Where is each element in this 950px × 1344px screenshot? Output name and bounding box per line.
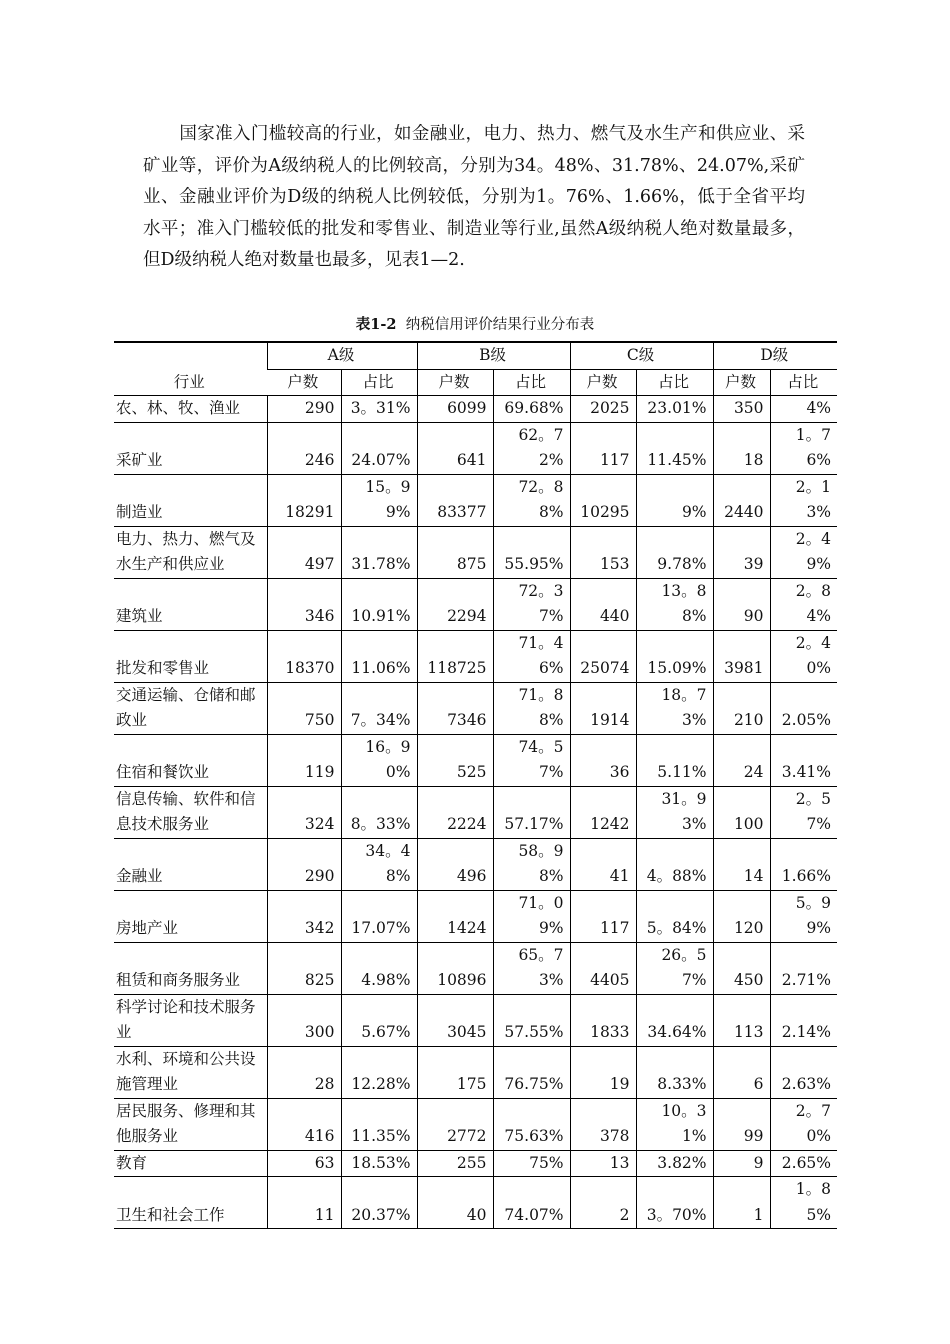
c-ratio-cell: 13。88% xyxy=(636,578,713,630)
a-count-cell: 346 xyxy=(267,578,341,630)
c-count-cell: 117 xyxy=(570,422,636,474)
a-ratio-cell: 4.98% xyxy=(341,942,417,994)
header-grade-c: C级 xyxy=(570,342,713,369)
c-count-cell: 13 xyxy=(570,1150,636,1177)
c-ratio-cell: 5。84% xyxy=(636,890,713,942)
header-grade-d: D级 xyxy=(713,342,837,369)
a-ratio-cell: 17.07% xyxy=(341,890,417,942)
d-ratio-cell: 1。85% xyxy=(770,1177,837,1229)
c-ratio-cell: 3.82% xyxy=(636,1150,713,1177)
c-count-cell: 25074 xyxy=(570,630,636,682)
d-count-cell: 113 xyxy=(713,994,770,1046)
header-industry: 行业 xyxy=(114,342,267,396)
table-row xyxy=(114,942,837,994)
table-body xyxy=(114,396,837,1229)
table-row xyxy=(114,890,837,942)
c-count-cell: 19 xyxy=(570,1046,636,1098)
a-ratio-cell: 20.37% xyxy=(341,1177,417,1229)
d-ratio-cell: 2。70% xyxy=(770,1098,837,1150)
body-paragraph xyxy=(143,119,805,277)
d-count-cell: 9 xyxy=(713,1150,770,1177)
c-count-cell: 117 xyxy=(570,890,636,942)
header-count: 户数 xyxy=(713,369,770,396)
d-ratio-cell: 5。99% xyxy=(770,890,837,942)
b-ratio-cell: 74.07% xyxy=(493,1177,570,1229)
c-ratio-cell: 8.33% xyxy=(636,1046,713,1098)
b-count-cell: 7346 xyxy=(417,682,493,734)
industry-cell: 采矿业 xyxy=(114,422,267,474)
b-ratio-cell: 71。46% xyxy=(493,630,570,682)
c-ratio-cell: 9.78% xyxy=(636,526,713,578)
a-ratio-cell: 11.06% xyxy=(341,630,417,682)
b-count-cell: 3045 xyxy=(417,994,493,1046)
a-count-cell: 750 xyxy=(267,682,341,734)
d-ratio-cell: 2.63% xyxy=(770,1046,837,1098)
d-count-cell: 210 xyxy=(713,682,770,734)
c-ratio-cell: 34.64% xyxy=(636,994,713,1046)
d-count-cell: 99 xyxy=(713,1098,770,1150)
c-count-cell: 1914 xyxy=(570,682,636,734)
table-row xyxy=(114,422,837,474)
a-count-cell: 28 xyxy=(267,1046,341,1098)
c-count-cell: 378 xyxy=(570,1098,636,1150)
c-ratio-cell: 10。31% xyxy=(636,1098,713,1150)
d-ratio-cell: 2.14% xyxy=(770,994,837,1046)
b-ratio-cell: 75.63% xyxy=(493,1098,570,1150)
d-count-cell: 350 xyxy=(713,396,770,423)
header-ratio: 占比 xyxy=(770,369,837,396)
table-row xyxy=(114,1046,837,1098)
c-count-cell: 1242 xyxy=(570,786,636,838)
a-count-cell: 18291 xyxy=(267,474,341,526)
b-ratio-cell: 72。37% xyxy=(493,578,570,630)
b-ratio-cell: 65。73% xyxy=(493,942,570,994)
b-count-cell: 255 xyxy=(417,1150,493,1177)
c-ratio-cell: 9% xyxy=(636,474,713,526)
d-ratio-cell: 2.05% xyxy=(770,682,837,734)
industry-cell: 科学讨论和技术服务业 xyxy=(114,994,267,1046)
header-ratio: 占比 xyxy=(493,369,570,396)
a-count-cell: 18370 xyxy=(267,630,341,682)
c-ratio-cell: 4。88% xyxy=(636,838,713,890)
b-count-cell: 6099 xyxy=(417,396,493,423)
header-ratio: 占比 xyxy=(341,369,417,396)
b-ratio-cell: 71。88% xyxy=(493,682,570,734)
a-count-cell: 290 xyxy=(267,838,341,890)
header-count: 户数 xyxy=(570,369,636,396)
b-ratio-cell: 55.95% xyxy=(493,526,570,578)
d-count-cell: 6 xyxy=(713,1046,770,1098)
b-count-cell: 641 xyxy=(417,422,493,474)
caption-title: 纳税信用评价结果行业分布表 xyxy=(405,317,595,333)
table-row xyxy=(114,1150,837,1177)
header-grade-b: B级 xyxy=(417,342,570,369)
b-ratio-cell: 62。72% xyxy=(493,422,570,474)
b-count-cell: 496 xyxy=(417,838,493,890)
d-count-cell: 3981 xyxy=(713,630,770,682)
industry-cell: 房地产业 xyxy=(114,890,267,942)
a-ratio-cell: 3。31% xyxy=(341,396,417,423)
table-row xyxy=(114,734,837,786)
b-count-cell: 525 xyxy=(417,734,493,786)
header-ratio: 占比 xyxy=(636,369,713,396)
b-ratio-cell: 74。57% xyxy=(493,734,570,786)
b-count-cell: 83377 xyxy=(417,474,493,526)
d-count-cell: 24 xyxy=(713,734,770,786)
a-ratio-cell: 11.35% xyxy=(341,1098,417,1150)
b-count-cell: 2772 xyxy=(417,1098,493,1150)
d-count-cell: 120 xyxy=(713,890,770,942)
b-count-cell: 175 xyxy=(417,1046,493,1098)
table-row xyxy=(114,396,837,423)
b-ratio-cell: 57.55% xyxy=(493,994,570,1046)
a-ratio-cell: 18.53% xyxy=(341,1150,417,1177)
a-ratio-cell: 12.28% xyxy=(341,1046,417,1098)
industry-cell: 交通运输、仓储和邮政业 xyxy=(114,682,267,734)
b-ratio-cell: 75% xyxy=(493,1150,570,1177)
b-ratio-cell: 57.17% xyxy=(493,786,570,838)
industry-cell: 教育 xyxy=(114,1150,267,1177)
industry-cell: 水利、环境和公共设施管理业 xyxy=(114,1046,267,1098)
industry-cell: 批发和零售业 xyxy=(114,630,267,682)
d-count-cell: 39 xyxy=(713,526,770,578)
a-ratio-cell: 8。33% xyxy=(341,786,417,838)
a-count-cell: 300 xyxy=(267,994,341,1046)
table-row xyxy=(114,838,837,890)
b-count-cell: 2224 xyxy=(417,786,493,838)
a-count-cell: 497 xyxy=(267,526,341,578)
d-ratio-cell: 4% xyxy=(770,396,837,423)
industry-cell: 电力、热力、燃气及水生产和供应业 xyxy=(114,526,267,578)
d-ratio-cell: 1.66% xyxy=(770,838,837,890)
industry-cell: 建筑业 xyxy=(114,578,267,630)
d-count-cell: 90 xyxy=(713,578,770,630)
c-ratio-cell: 3。70% xyxy=(636,1177,713,1229)
c-count-cell: 36 xyxy=(570,734,636,786)
table-row xyxy=(114,526,837,578)
a-ratio-cell: 15。99% xyxy=(341,474,417,526)
table-row xyxy=(114,786,837,838)
a-count-cell: 246 xyxy=(267,422,341,474)
d-ratio-cell: 2.65% xyxy=(770,1150,837,1177)
c-ratio-cell: 11.45% xyxy=(636,422,713,474)
b-count-cell: 40 xyxy=(417,1177,493,1229)
b-ratio-cell: 58。98% xyxy=(493,838,570,890)
a-count-cell: 119 xyxy=(267,734,341,786)
a-count-cell: 290 xyxy=(267,396,341,423)
industry-cell: 居民服务、修理和其他服务业 xyxy=(114,1098,267,1150)
table-row xyxy=(114,474,837,526)
b-count-cell: 2294 xyxy=(417,578,493,630)
a-count-cell: 825 xyxy=(267,942,341,994)
c-ratio-cell: 26。57% xyxy=(636,942,713,994)
c-count-cell: 4405 xyxy=(570,942,636,994)
a-ratio-cell: 5.67% xyxy=(341,994,417,1046)
industry-cell: 租赁和商务服务业 xyxy=(114,942,267,994)
b-count-cell: 1424 xyxy=(417,890,493,942)
c-ratio-cell: 18。73% xyxy=(636,682,713,734)
c-count-cell: 41 xyxy=(570,838,636,890)
header-count: 户数 xyxy=(267,369,341,396)
table-caption xyxy=(0,313,950,334)
d-ratio-cell: 2。40% xyxy=(770,630,837,682)
industry-cell: 制造业 xyxy=(114,474,267,526)
b-count-cell: 875 xyxy=(417,526,493,578)
a-ratio-cell: 16。90% xyxy=(341,734,417,786)
a-count-cell: 416 xyxy=(267,1098,341,1150)
paragraph-text: 国家准入门槛较高的行业，如金融业，电力、热力、燃气及水生产和供应业、采矿业等，评价为A级纳税人的比例较高，分别为34。48%、31.78%、24.07%,采矿业、金融业评价为D级的纳税人比例较低，分别为1。76%、1.66%，低于全省平均水平；准入门槛较低的批发和零售业、制造业等行业,虽然A级纳税人绝对数量最多，但D级纳税人绝对数量也最多，见表1—2. xyxy=(143,124,805,271)
d-count-cell: 1 xyxy=(713,1177,770,1229)
a-count-cell: 11 xyxy=(267,1177,341,1229)
industry-rating-table xyxy=(114,341,837,1229)
a-ratio-cell: 31.78% xyxy=(341,526,417,578)
a-ratio-cell: 24.07% xyxy=(341,422,417,474)
d-ratio-cell: 2。57% xyxy=(770,786,837,838)
a-count-cell: 63 xyxy=(267,1150,341,1177)
c-count-cell: 2 xyxy=(570,1177,636,1229)
c-ratio-cell: 23.01% xyxy=(636,396,713,423)
d-ratio-cell: 2.71% xyxy=(770,942,837,994)
table-row xyxy=(114,630,837,682)
a-ratio-cell: 34。48% xyxy=(341,838,417,890)
a-ratio-cell: 7。34% xyxy=(341,682,417,734)
a-count-cell: 324 xyxy=(267,786,341,838)
industry-cell: 金融业 xyxy=(114,838,267,890)
d-ratio-cell: 2。49% xyxy=(770,526,837,578)
d-ratio-cell: 2。13% xyxy=(770,474,837,526)
c-ratio-cell: 5.11% xyxy=(636,734,713,786)
industry-cell: 卫生和社会工作 xyxy=(114,1177,267,1229)
industry-cell: 农、林、牧、渔业 xyxy=(114,396,267,423)
c-count-cell: 2025 xyxy=(570,396,636,423)
table-row xyxy=(114,578,837,630)
c-ratio-cell: 31。93% xyxy=(636,786,713,838)
table-row xyxy=(114,1177,837,1229)
c-count-cell: 10295 xyxy=(570,474,636,526)
b-ratio-cell: 72。88% xyxy=(493,474,570,526)
d-ratio-cell: 3.41% xyxy=(770,734,837,786)
d-count-cell: 100 xyxy=(713,786,770,838)
d-count-cell: 18 xyxy=(713,422,770,474)
d-ratio-cell: 2。84% xyxy=(770,578,837,630)
d-count-cell: 14 xyxy=(713,838,770,890)
b-ratio-cell: 76.75% xyxy=(493,1046,570,1098)
b-ratio-cell: 69.68% xyxy=(493,396,570,423)
b-count-cell: 118725 xyxy=(417,630,493,682)
table-row xyxy=(114,994,837,1046)
table-row xyxy=(114,682,837,734)
table-row xyxy=(114,1098,837,1150)
b-count-cell: 10896 xyxy=(417,942,493,994)
header-count: 户数 xyxy=(417,369,493,396)
industry-cell: 住宿和餐饮业 xyxy=(114,734,267,786)
a-count-cell: 342 xyxy=(267,890,341,942)
d-count-cell: 450 xyxy=(713,942,770,994)
c-count-cell: 1833 xyxy=(570,994,636,1046)
a-ratio-cell: 10.91% xyxy=(341,578,417,630)
d-count-cell: 2440 xyxy=(713,474,770,526)
b-ratio-cell: 71。09% xyxy=(493,890,570,942)
c-ratio-cell: 15.09% xyxy=(636,630,713,682)
c-count-cell: 153 xyxy=(570,526,636,578)
caption-label: 表1-2 xyxy=(355,316,397,333)
c-count-cell: 440 xyxy=(570,578,636,630)
header-grade-a: A级 xyxy=(267,342,417,369)
industry-cell: 信息传输、软件和信息技术服务业 xyxy=(114,786,267,838)
d-ratio-cell: 1。76% xyxy=(770,422,837,474)
